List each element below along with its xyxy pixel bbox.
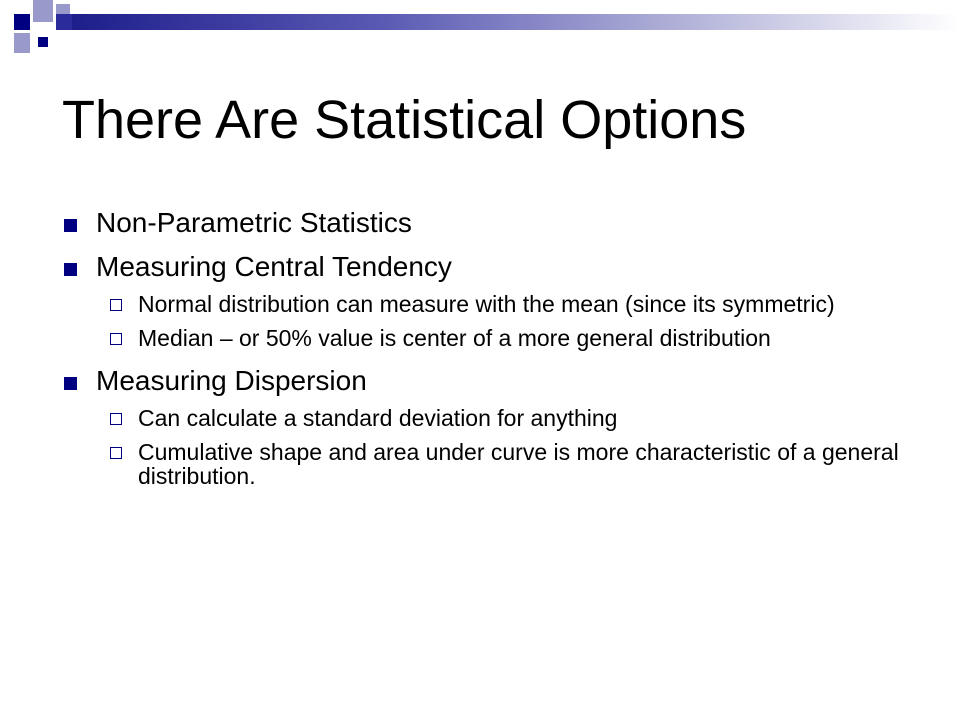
bullet-item (62, 364, 922, 398)
sub-bullet-item (62, 326, 922, 350)
sub-bullet-list (62, 292, 922, 350)
bullet-text: Measuring Dispersion (96, 365, 367, 396)
corner-square-lavender (14, 33, 30, 53)
sub-bullet-text: Median – or 50% value is center of a more general distribution (138, 325, 771, 351)
header-gradient-bar (72, 14, 960, 30)
hollow-square-bullet-icon (110, 413, 122, 425)
slide-title: There Are Statistical Options (62, 90, 747, 150)
sub-bullet-item (62, 440, 922, 488)
corner-square-navy (14, 14, 30, 30)
hollow-square-bullet-icon (110, 447, 122, 459)
square-bullet-icon (64, 377, 77, 390)
square-bullet-icon (64, 263, 77, 276)
sub-bullet-item (62, 292, 922, 316)
bullet-item (62, 250, 922, 284)
hollow-square-bullet-icon (110, 299, 122, 311)
corner-square-navy (38, 37, 48, 47)
hollow-square-bullet-icon (110, 333, 122, 345)
bullet-item (62, 206, 922, 240)
bullet-text: Measuring Central Tendency (96, 251, 452, 282)
sub-bullet-text: Normal distribution can measure with the mean (since its symmetric) (138, 291, 835, 317)
sub-bullet-item (62, 406, 922, 430)
sub-bullet-list (62, 406, 922, 488)
bullet-text: Non-Parametric Statistics (96, 207, 412, 238)
bullet-list (62, 206, 922, 502)
square-bullet-icon (64, 219, 77, 232)
corner-square-blue (56, 14, 72, 30)
sub-bullet-text: Can calculate a standard deviation for anything (138, 405, 618, 431)
sub-bullet-text: Cumulative shape and area under curve is more characteristic of a general distribution. (138, 439, 899, 489)
corner-square-lavender (33, 0, 53, 22)
